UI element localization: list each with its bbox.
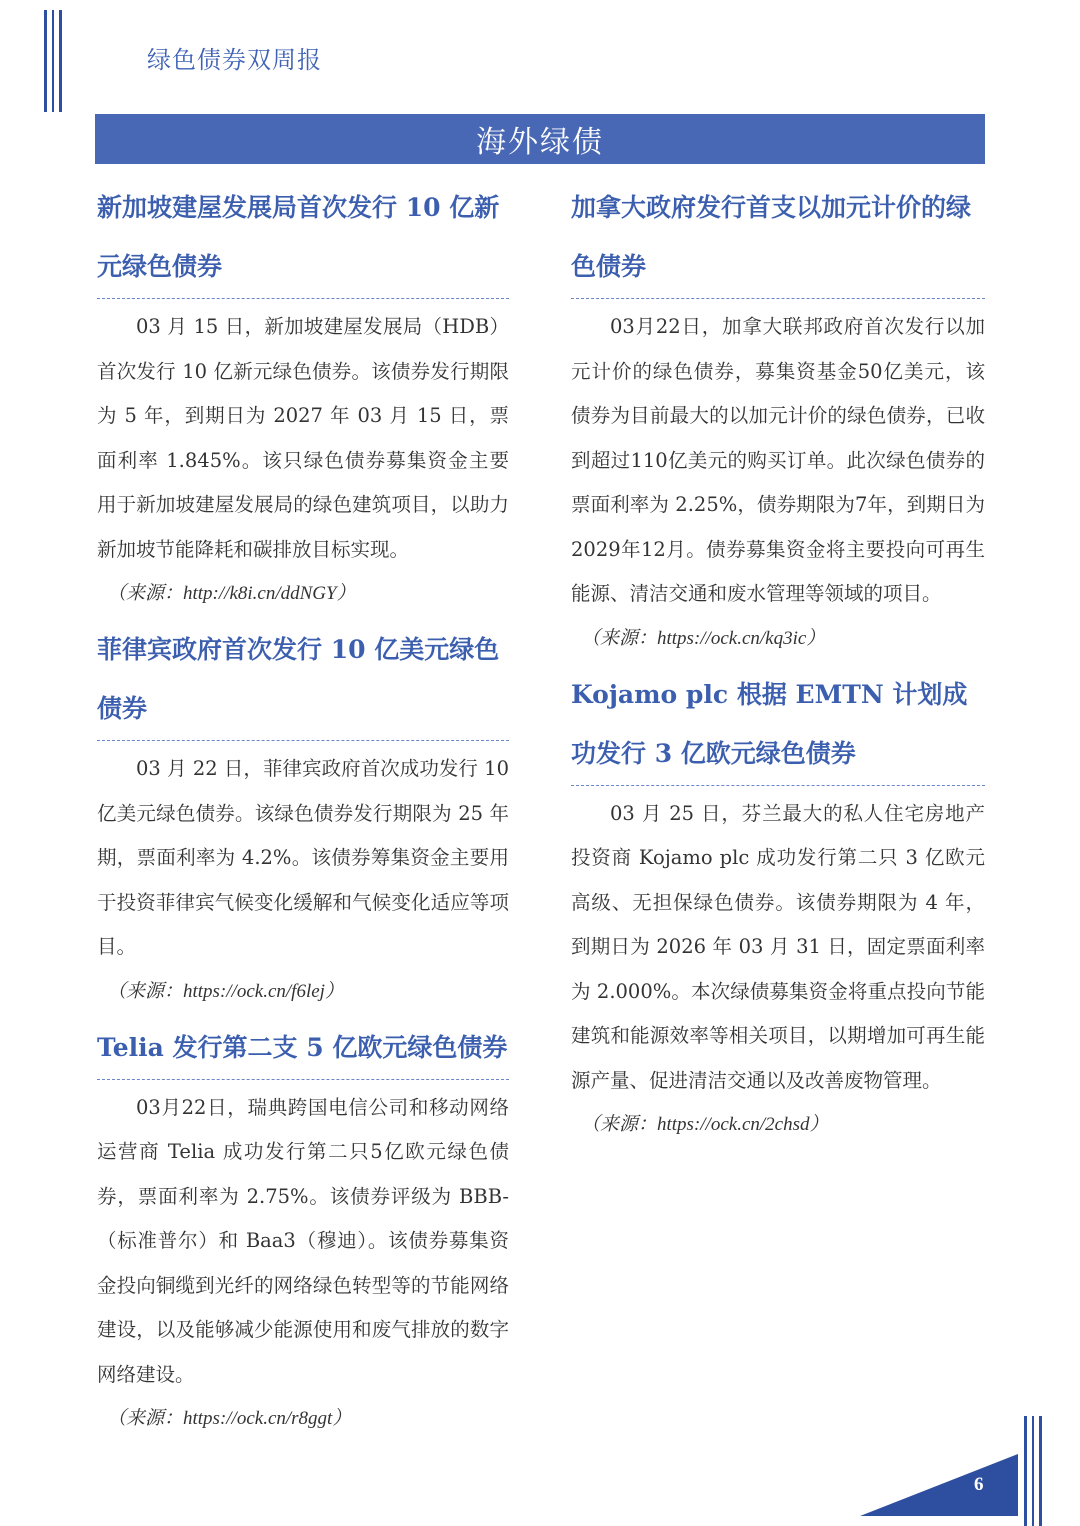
dashed-divider <box>97 298 509 299</box>
article-title: Telia 发行第二支 5 亿欧元绿色债券 <box>97 1032 508 1062</box>
article-canada <box>571 178 985 661</box>
right-column <box>571 178 985 1151</box>
article-source-link[interactable]: （来源：https://ock.cn/f6lej） <box>107 980 344 1002</box>
article-title: 新加坡建屋发展局首次发行 10 亿新元绿色债券 <box>97 193 500 281</box>
page-corner-triangle <box>860 1454 1020 1526</box>
report-header-title: 绿色债券双周报 <box>147 46 322 74</box>
article-body: 03月22日，加拿大联邦政府首次发行以加元计价的绿色债券，募集资基金50亿美元，该债券为目前最大的以加元计价的绿色债券，已收到超过110亿美元的购买订单。此次绿色债券的票面利率为 2.25%，债券期限为7年，到期日为2029年12月。债券募集资金将主要投向可再生能源、清洁交通和废水管理等领域的项目。 <box>571 315 985 605</box>
article-kojamo <box>571 665 985 1148</box>
article-title: 菲律宾政府首次发行 10 亿美元绿色债券 <box>97 635 500 723</box>
bottom-corner-decoration <box>1024 1416 1042 1526</box>
article-telia <box>97 1018 509 1442</box>
dashed-divider <box>571 298 985 299</box>
section-banner <box>95 114 985 164</box>
page-number: 6 <box>974 1474 984 1495</box>
article-source-link[interactable]: （来源：http://k8i.cn/ddNGY） <box>107 583 356 604</box>
article-body: 03月22日，瑞典跨国电信公司和移动网络运营商 Telia 成功发行第二只5亿欧元绿色债券，票面利率为 2.75%。该债券评级为 BBB-（标准普尔）和 Baa3（穆迪）。该债券募集资金投向铜缆到光纤的网络绿色转型等的节能网络建设，以及能够减少能源使用和废气排放的数字网络建设。 <box>97 1095 509 1386</box>
left-column <box>97 178 509 1445</box>
article-singapore-hdb <box>97 178 509 616</box>
article-title: Kojamo plc 根据 EMTN 计划成功发行 3 亿欧元绿色债券 <box>571 679 968 768</box>
article-body: 03 月 25 日，芬兰最大的私人住宅房地产投资商 Kojamo plc 成功发行第二只 3 亿欧元高级、无担保绿色债券。该债券期限为 4 年，到期日为 2026 年 03 月 31 日，固定票面利率为 2.000%。本次绿债募集资金将重点投向节能建筑和能源效率等相关项目，以期增加可再生能源产量、促进清洁交通以及改善废物管理。 <box>571 801 985 1092</box>
dashed-divider <box>571 785 985 786</box>
article-body: 03 月 15 日，新加坡建屋发展局（HDB）首次发行 10 亿新元绿色债券。该债券发行期限为 5 年，到期日为 2027 年 03 月 15 日，票面利率 1.845%。该只绿色债券募集资金主要用于新加坡建屋发展局的绿色建筑项目，以助力新加坡节能降耗和碳排放目标实现。 <box>97 315 509 561</box>
article-source-link[interactable]: （来源：https://ock.cn/kq3ic） <box>581 627 826 649</box>
dashed-divider <box>97 1079 509 1080</box>
article-source-link[interactable]: （来源：https://ock.cn/r8ggt） <box>107 1408 352 1429</box>
article-body: 03 月 22 日，菲律宾政府首次成功发行 10 亿美元绿色债券。该绿色债券发行期限为 25 年期，票面利率为 4.2%。该债券筹集资金主要用于投资菲律宾气候变化缓解和气候变化适应等项目。 <box>97 757 509 958</box>
article-philippines <box>97 620 509 1014</box>
article-title: 加拿大政府发行首支以加元计价的绿色债券 <box>571 193 972 281</box>
dashed-divider <box>97 740 509 741</box>
section-title: 海外绿债 <box>476 125 604 160</box>
top-corner-decoration <box>44 10 62 112</box>
article-source-link[interactable]: （来源：https://ock.cn/2chsd） <box>581 1114 829 1135</box>
